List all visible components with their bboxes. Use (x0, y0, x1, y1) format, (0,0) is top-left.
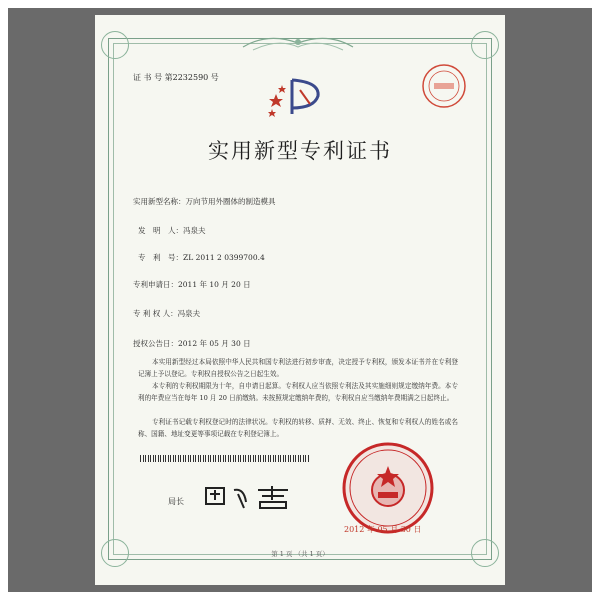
seal-date: 2012 年 05 月 30 日 (344, 525, 422, 534)
patent-office-logo-icon (262, 74, 336, 118)
paragraph-term: 本专利的专利权期限为十年，自申请日起算。专利权人应当依照专利法及其实施细则规定缴纳年费。本专利的年费应当在每年 10 月 20 日前缴纳。未按照规定缴纳年费的，专利权自应当缴纳年费期满之日起终止。 (138, 382, 458, 402)
certificate-number: 证 书 号 第2232590 号 (133, 73, 219, 82)
top-ornament-icon (238, 32, 358, 54)
field-utility-model-name: 实用新型名称：万向节用外圈体的制造模具 (133, 197, 276, 206)
field-application-date: 专利申请日：2011 年 10 月 20 日 (133, 280, 251, 289)
director-label: 局长 (168, 497, 184, 506)
page-number: 第 1 页 （共 1 页） (271, 550, 329, 558)
barcode (140, 455, 310, 462)
paragraph-grant: 本实用新型经过本局依照中华人民共和国专利法进行初步审查，决定授予专利权，颁发本证书并在专利登记簿上予以登记。专利权自授权公告之日起生效。 (138, 358, 458, 378)
field-patent-number: 专 利 号：ZL 2011 2 0399700.4 (138, 253, 265, 262)
certificate-title: 实用新型专利证书 (208, 139, 392, 163)
national-seal-icon (338, 438, 438, 538)
paragraph-register: 专利证书记载专利权登记时的法律状况。专利权的转移、质押、无效、终止、恢复和专利权人的姓名或名称、国籍、地址变更等事项记载在专利登记簿上。 (138, 418, 458, 438)
field-patentee: 专 利 权 人：冯泉夫 (133, 309, 201, 318)
corner-ornament-icon (471, 31, 499, 59)
corner-ornament-icon (101, 31, 129, 59)
field-grant-date: 授权公告日：2012 年 05 月 30 日 (133, 339, 251, 348)
field-inventor: 发 明 人：冯泉夫 (138, 226, 206, 235)
agency-stamp-icon (420, 62, 468, 110)
director-signature-icon (200, 480, 310, 510)
